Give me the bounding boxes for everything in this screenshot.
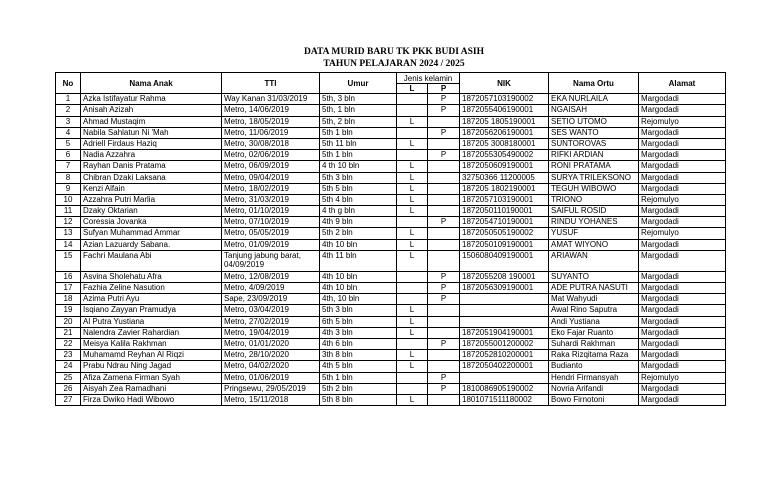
cell-ttl: Metro, 01/01/2020 — [222, 338, 320, 349]
table-header — [56, 73, 726, 94]
cell-p — [428, 206, 460, 217]
cell-nama-ortu: NGAISAH — [549, 105, 639, 116]
cell-l — [397, 217, 428, 228]
cell-alamat: Margodadi — [639, 316, 726, 327]
cell-nama-ortu: SES WANTO — [549, 127, 639, 138]
cell-umur: 4th, 10 bln — [320, 294, 397, 305]
cell-nama-anak: Kenzi Alfain — [81, 183, 222, 194]
cell-nama-ortu: Budianto — [549, 361, 639, 372]
cell-p — [428, 250, 460, 271]
cell-no: 9 — [56, 183, 81, 194]
cell-umur: 5th 11 bln — [320, 138, 397, 149]
cell-umur: 4th 10 bln — [320, 283, 397, 294]
cell-no: 10 — [56, 194, 81, 205]
cell-no: 5 — [56, 138, 81, 149]
cell-nama-ortu: SUYANTO — [549, 271, 639, 282]
cell-no: 7 — [56, 161, 81, 172]
cell-l: L — [397, 361, 428, 372]
table-row — [56, 161, 726, 172]
table-row — [56, 372, 726, 383]
cell-no: 4 — [56, 127, 81, 138]
cell-alamat: Margodadi — [639, 338, 726, 349]
cell-ttl: Metro, 05/05/2019 — [222, 228, 320, 239]
cell-no: 12 — [56, 217, 81, 228]
cell-alamat: Rejomulyo — [639, 228, 726, 239]
cell-p — [428, 361, 460, 372]
cell-nama-anak: Aisyah Zea Ramadhani — [81, 383, 222, 394]
cell-nama-ortu: AMAT WIYONO — [549, 239, 639, 250]
cell-umur: 4th 6 bln — [320, 338, 397, 349]
cell-nama-anak: Afiza Zamena Firman Syah — [81, 372, 222, 383]
cell-p: P — [428, 127, 460, 138]
cell-ttl: Metro, 09/04/2019 — [222, 172, 320, 183]
cell-alamat: Rejomulyo — [639, 372, 726, 383]
cell-umur: 4th 9 bln — [320, 217, 397, 228]
cell-umur: 5th 2 bln — [320, 228, 397, 239]
cell-umur: 4 th 10 bln — [320, 161, 397, 172]
cell-alamat: Margodadi — [639, 394, 726, 405]
header-jenis-kelamin: Jenis kelamin — [397, 73, 460, 84]
table-row — [56, 250, 726, 271]
cell-nama-ortu: SETIO UTOMO — [549, 116, 639, 127]
table-row — [56, 294, 726, 305]
cell-nik: 1872050505190002 — [460, 228, 549, 239]
cell-alamat: Margodadi — [639, 250, 726, 271]
cell-ttl: Metro, 15/11/2018 — [222, 394, 320, 405]
cell-nik — [460, 316, 549, 327]
cell-nama-ortu: Awal Rino Saputra — [549, 305, 639, 316]
cell-umur: 4th 5 bln — [320, 361, 397, 372]
cell-l — [397, 372, 428, 383]
cell-umur: 5th 5 bln — [320, 183, 397, 194]
cell-l — [397, 283, 428, 294]
cell-l — [397, 271, 428, 282]
cell-nama-ortu: Raka Rizqitama Raza — [549, 350, 639, 361]
cell-p: P — [428, 372, 460, 383]
cell-nama-anak: Asvina Sholehatu Afra — [81, 271, 222, 282]
cell-no: 23 — [56, 350, 81, 361]
cell-nama-anak: Coressia Jovanka — [81, 217, 222, 228]
cell-alamat: Margodadi — [639, 161, 726, 172]
cell-nama-ortu: RINDU YOHANES — [549, 217, 639, 228]
cell-p — [428, 161, 460, 172]
cell-nik — [460, 294, 549, 305]
table-row — [56, 327, 726, 338]
cell-umur: 5th 1 bln — [320, 372, 397, 383]
header-nik: NIK — [460, 73, 549, 94]
cell-alamat: Margodadi — [639, 271, 726, 282]
cell-umur: 5th 3 bln — [320, 172, 397, 183]
cell-umur: 5th 3 bln — [320, 305, 397, 316]
cell-alamat: Margodadi — [639, 127, 726, 138]
cell-l: L — [397, 183, 428, 194]
cell-p: P — [428, 150, 460, 161]
cell-nama-ortu: Suhardi Rakhman — [549, 338, 639, 349]
cell-no: 24 — [56, 361, 81, 372]
cell-no: 22 — [56, 338, 81, 349]
cell-ttl: Metro, 12/08/2019 — [222, 271, 320, 282]
table-row — [56, 116, 726, 127]
cell-no: 16 — [56, 271, 81, 282]
cell-nama-ortu: EKA NURLAILA — [549, 94, 639, 105]
cell-nama-anak: Nabila Sahlatun Ni 'Mah — [81, 127, 222, 138]
cell-p: P — [428, 383, 460, 394]
cell-no: 14 — [56, 239, 81, 250]
cell-nik: 1872050110190001 — [460, 206, 549, 217]
cell-ttl: Metro, 01/06/2019 — [222, 372, 320, 383]
cell-ttl: Metro, 11/06/2019 — [222, 127, 320, 138]
cell-ttl: Metro, 30/08/2018 — [222, 138, 320, 149]
cell-umur: 4th 3 bln — [320, 327, 397, 338]
cell-alamat: Margodadi — [639, 183, 726, 194]
cell-alamat: Margodadi — [639, 361, 726, 372]
cell-nama-anak: Fachri Maulana Abi — [81, 250, 222, 271]
cell-l — [397, 127, 428, 138]
cell-alamat: Margodadi — [639, 294, 726, 305]
cell-l: L — [397, 350, 428, 361]
cell-p — [428, 183, 460, 194]
cell-nama-anak: Nadia Azzahra — [81, 150, 222, 161]
table-body — [56, 94, 726, 406]
cell-nik: 1872055001200002 — [460, 338, 549, 349]
table-row — [56, 194, 726, 205]
document-title-block — [0, 46, 768, 70]
cell-umur: 4th 10 bln — [320, 271, 397, 282]
cell-alamat: Margodadi — [639, 105, 726, 116]
document-title: DATA MURID BARU TK PKK BUDI ASIH — [304, 47, 484, 57]
cell-umur: 3th 8 bln — [320, 350, 397, 361]
table-row — [56, 206, 726, 217]
cell-ttl: Metro, 19/04/2019 — [222, 327, 320, 338]
cell-l: L — [397, 116, 428, 127]
cell-ttl: Metro, 06/09/2019 — [222, 161, 320, 172]
cell-umur: 5th 4 bln — [320, 194, 397, 205]
cell-no: 15 — [56, 250, 81, 271]
table-row — [56, 271, 726, 282]
cell-ttl: Metro, 18/02/2019 — [222, 183, 320, 194]
cell-nama-ortu: TEGUH WIBOWO — [549, 183, 639, 194]
cell-p — [428, 194, 460, 205]
cell-nama-ortu: RONI PRATAMA — [549, 161, 639, 172]
cell-l — [397, 294, 428, 305]
cell-l: L — [397, 394, 428, 405]
cell-nama-anak: Chibran Dzaki Laksana — [81, 172, 222, 183]
cell-no: 21 — [56, 327, 81, 338]
cell-alamat: Margodadi — [639, 327, 726, 338]
cell-no: 13 — [56, 228, 81, 239]
cell-ttl: Metro, 14/06/2019 — [222, 105, 320, 116]
table-row — [56, 283, 726, 294]
cell-p — [428, 116, 460, 127]
cell-l: L — [397, 206, 428, 217]
cell-no: 19 — [56, 305, 81, 316]
cell-l — [397, 94, 428, 105]
cell-alamat: Margodadi — [639, 383, 726, 394]
cell-nama-ortu: SAIFUL ROSID — [549, 206, 639, 217]
cell-p — [428, 239, 460, 250]
cell-nik: 1872051904190001 — [460, 327, 549, 338]
cell-nik: 1506080409190001 — [460, 250, 549, 271]
cell-nik: 1872054710190001 — [460, 217, 549, 228]
cell-p — [428, 305, 460, 316]
cell-nik: 1872057103190001 — [460, 194, 549, 205]
cell-alamat: Margodadi — [639, 239, 726, 250]
cell-nama-anak: Azima Putri Ayu — [81, 294, 222, 305]
cell-no: 26 — [56, 383, 81, 394]
header-ttl: TTl — [222, 73, 320, 94]
table-row — [56, 305, 726, 316]
cell-umur: 5th, 2 bln — [320, 116, 397, 127]
cell-nik: 1872055406190001 — [460, 105, 549, 116]
cell-nama-ortu: Hendri Firmansyah — [549, 372, 639, 383]
cell-ttl: Tanjung jabung barat, 04/09/2019 — [222, 250, 320, 271]
cell-no: 11 — [56, 206, 81, 217]
cell-nama-ortu: Mat Wahyudi — [549, 294, 639, 305]
cell-umur: 4th 10 bln — [320, 239, 397, 250]
cell-p — [428, 327, 460, 338]
table-row — [56, 217, 726, 228]
document-subtitle: TAHUN PELAJARAN 2024 / 2025 — [323, 59, 465, 69]
cell-nik: 1801071511180002 — [460, 394, 549, 405]
table-row — [56, 361, 726, 372]
cell-no: 2 — [56, 105, 81, 116]
cell-umur: 5th, 1 bln — [320, 105, 397, 116]
cell-nama-anak: Isqiano Zayyan Pramudya — [81, 305, 222, 316]
cell-ttl: Metro, 31/03/2019 — [222, 194, 320, 205]
cell-alamat: Margodadi — [639, 217, 726, 228]
cell-p — [428, 350, 460, 361]
cell-ttl: Metro, 01/10/2019 — [222, 206, 320, 217]
table-row — [56, 138, 726, 149]
cell-alamat: Margodadi — [639, 350, 726, 361]
table-row — [56, 394, 726, 405]
cell-nama-ortu: Andi Yustiana — [549, 316, 639, 327]
student-table — [55, 72, 726, 406]
cell-l: L — [397, 172, 428, 183]
cell-nama-anak: Anisah Azizah — [81, 105, 222, 116]
cell-ttl: Metro, 27/02/2019 — [222, 316, 320, 327]
cell-no: 8 — [56, 172, 81, 183]
cell-nama-anak: Firza Dwiko Hadi Wibowo — [81, 394, 222, 405]
cell-nama-anak: Adriell Firdaus Haziq — [81, 138, 222, 149]
cell-nama-ortu: Eko Fajar Ruanto — [549, 327, 639, 338]
cell-p: P — [428, 294, 460, 305]
cell-no: 3 — [56, 116, 81, 127]
cell-nama-anak: Azka Istifayatur Rahma — [81, 94, 222, 105]
cell-nama-ortu: Novria Arifandi — [549, 383, 639, 394]
table-row — [56, 150, 726, 161]
table-row — [56, 94, 726, 105]
cell-nama-anak: Prabu Ndrau Ning Jagad — [81, 361, 222, 372]
cell-ttl: Metro, 02/06/2019 — [222, 150, 320, 161]
table-row — [56, 228, 726, 239]
cell-umur: 4th 11 bln — [320, 250, 397, 271]
cell-l — [397, 338, 428, 349]
cell-no: 27 — [56, 394, 81, 405]
cell-alamat: Margodadi — [639, 305, 726, 316]
header-umur: Umur — [320, 73, 397, 94]
cell-umur: 5th, 3 bln — [320, 94, 397, 105]
cell-umur: 5th 1 bln — [320, 150, 397, 161]
cell-l: L — [397, 305, 428, 316]
header-l: L — [397, 84, 428, 94]
cell-p: P — [428, 105, 460, 116]
cell-ttl: Sape, 23/09/2019 — [222, 294, 320, 305]
cell-ttl: Metro, 28/10/2020 — [222, 350, 320, 361]
cell-nik: 187205 3008180001 — [460, 138, 549, 149]
cell-nama-anak: Al Putra Yustiana — [81, 316, 222, 327]
cell-p: P — [428, 271, 460, 282]
cell-nik: 1872056309190001 — [460, 283, 549, 294]
cell-nik: 1872050402200001 — [460, 361, 549, 372]
cell-nama-ortu: ADE PUTRA NASUTI — [549, 283, 639, 294]
cell-l — [397, 105, 428, 116]
cell-nik — [460, 372, 549, 383]
cell-l: L — [397, 194, 428, 205]
table-row — [56, 183, 726, 194]
cell-nik: 1872056206190001 — [460, 127, 549, 138]
cell-alamat: Margodadi — [639, 150, 726, 161]
cell-alamat: Margodadi — [639, 206, 726, 217]
cell-nik: 1872057103190002 — [460, 94, 549, 105]
table-row — [56, 338, 726, 349]
cell-p: P — [428, 283, 460, 294]
cell-nama-ortu: SUNTOROVAS — [549, 138, 639, 149]
cell-nik: 1872052810200001 — [460, 350, 549, 361]
cell-no: 25 — [56, 372, 81, 383]
cell-ttl: Way Kanan 31/03/2019 — [222, 94, 320, 105]
cell-l: L — [397, 228, 428, 239]
cell-p: P — [428, 217, 460, 228]
cell-l: L — [397, 316, 428, 327]
cell-nama-anak: Dzaky Oktarian — [81, 206, 222, 217]
cell-ttl: Pringsewu, 29/05/2019 — [222, 383, 320, 394]
cell-l: L — [397, 239, 428, 250]
header-nama-anak: Nama Anak — [81, 73, 222, 94]
table-row — [56, 172, 726, 183]
cell-nama-ortu: TRIONO — [549, 194, 639, 205]
cell-p: P — [428, 338, 460, 349]
cell-no: 18 — [56, 294, 81, 305]
cell-umur: 4 th g bln — [320, 206, 397, 217]
cell-umur: 5th 2 bln — [320, 383, 397, 394]
cell-alamat: Rejomulyo — [639, 116, 726, 127]
cell-nama-ortu: ARIAWAN — [549, 250, 639, 271]
header-alamat: Alamat — [639, 73, 726, 94]
cell-nama-anak: Meisya Kalila Rakhman — [81, 338, 222, 349]
cell-no: 6 — [56, 150, 81, 161]
cell-umur: 5th 1 bln — [320, 127, 397, 138]
cell-ttl: Metro, 03/04/2019 — [222, 305, 320, 316]
cell-nik: 1810086905190002 — [460, 383, 549, 394]
cell-l: L — [397, 327, 428, 338]
cell-alamat: Rejomulyo — [639, 194, 726, 205]
cell-nik: 1872055208 190001 — [460, 271, 549, 282]
cell-p: P — [428, 94, 460, 105]
cell-p — [428, 316, 460, 327]
cell-ttl: Metro, 01/09/2019 — [222, 239, 320, 250]
table-row — [56, 239, 726, 250]
cell-ttl: Metro, 18/05/2019 — [222, 116, 320, 127]
cell-nama-anak: Muhamamd Reyhan Al Riqzi — [81, 350, 222, 361]
table-row — [56, 105, 726, 116]
cell-p — [428, 172, 460, 183]
cell-nik: 187205 1805190001 — [460, 116, 549, 127]
cell-alamat: Margodadi — [639, 283, 726, 294]
header-nama-ortu: Nama Ortu — [549, 73, 639, 94]
cell-umur: 5th 8 bln — [320, 394, 397, 405]
cell-nama-anak: Ahmad Mustaqim — [81, 116, 222, 127]
cell-nik: 1872050109190001 — [460, 239, 549, 250]
cell-ttl: Metro, 07/10/2019 — [222, 217, 320, 228]
cell-nama-anak: Rayhan Danis Pratama — [81, 161, 222, 172]
cell-nama-ortu: Bowo Firnotoni — [549, 394, 639, 405]
cell-ttl: Metro, 4/09/2019 — [222, 283, 320, 294]
cell-nik: 187205 1802190001 — [460, 183, 549, 194]
cell-nama-anak: Azian Lazuardy Sabana. — [81, 239, 222, 250]
cell-umur: 6th 5 bln — [320, 316, 397, 327]
cell-no: 1 — [56, 94, 81, 105]
cell-nama-anak: Fazhia Zeline Nasution — [81, 283, 222, 294]
cell-nama-anak: Azzahra Putri Marlia — [81, 194, 222, 205]
cell-nama-ortu: YUSUF — [549, 228, 639, 239]
table-row — [56, 350, 726, 361]
table-row — [56, 383, 726, 394]
cell-p — [428, 394, 460, 405]
cell-p — [428, 228, 460, 239]
cell-alamat: Margodadi — [639, 138, 726, 149]
cell-nama-anak: Sufyan Muhammad Ammar — [81, 228, 222, 239]
cell-l: L — [397, 138, 428, 149]
header-p: P — [428, 84, 460, 94]
cell-p — [428, 138, 460, 149]
header-no: No — [56, 73, 81, 94]
cell-alamat: Margodadi — [639, 172, 726, 183]
cell-nik: 32750366 11200005 — [460, 172, 549, 183]
cell-no: 20 — [56, 316, 81, 327]
cell-nama-ortu: RIFKI ARDIAN — [549, 150, 639, 161]
cell-ttl: Metro, 04/02/2020 — [222, 361, 320, 372]
cell-nik — [460, 305, 549, 316]
cell-nik: 1872050609190001 — [460, 161, 549, 172]
cell-alamat: Margodadi — [639, 94, 726, 105]
cell-l — [397, 150, 428, 161]
cell-l: L — [397, 161, 428, 172]
table-row — [56, 316, 726, 327]
cell-nama-anak: Nalendra Zavier Rahardian — [81, 327, 222, 338]
cell-nik: 1872055305490002 — [460, 150, 549, 161]
cell-l — [397, 383, 428, 394]
cell-no: 17 — [56, 283, 81, 294]
cell-l: L — [397, 250, 428, 271]
cell-nama-ortu: SURYA TRILEKSONO — [549, 172, 639, 183]
table-row — [56, 127, 726, 138]
